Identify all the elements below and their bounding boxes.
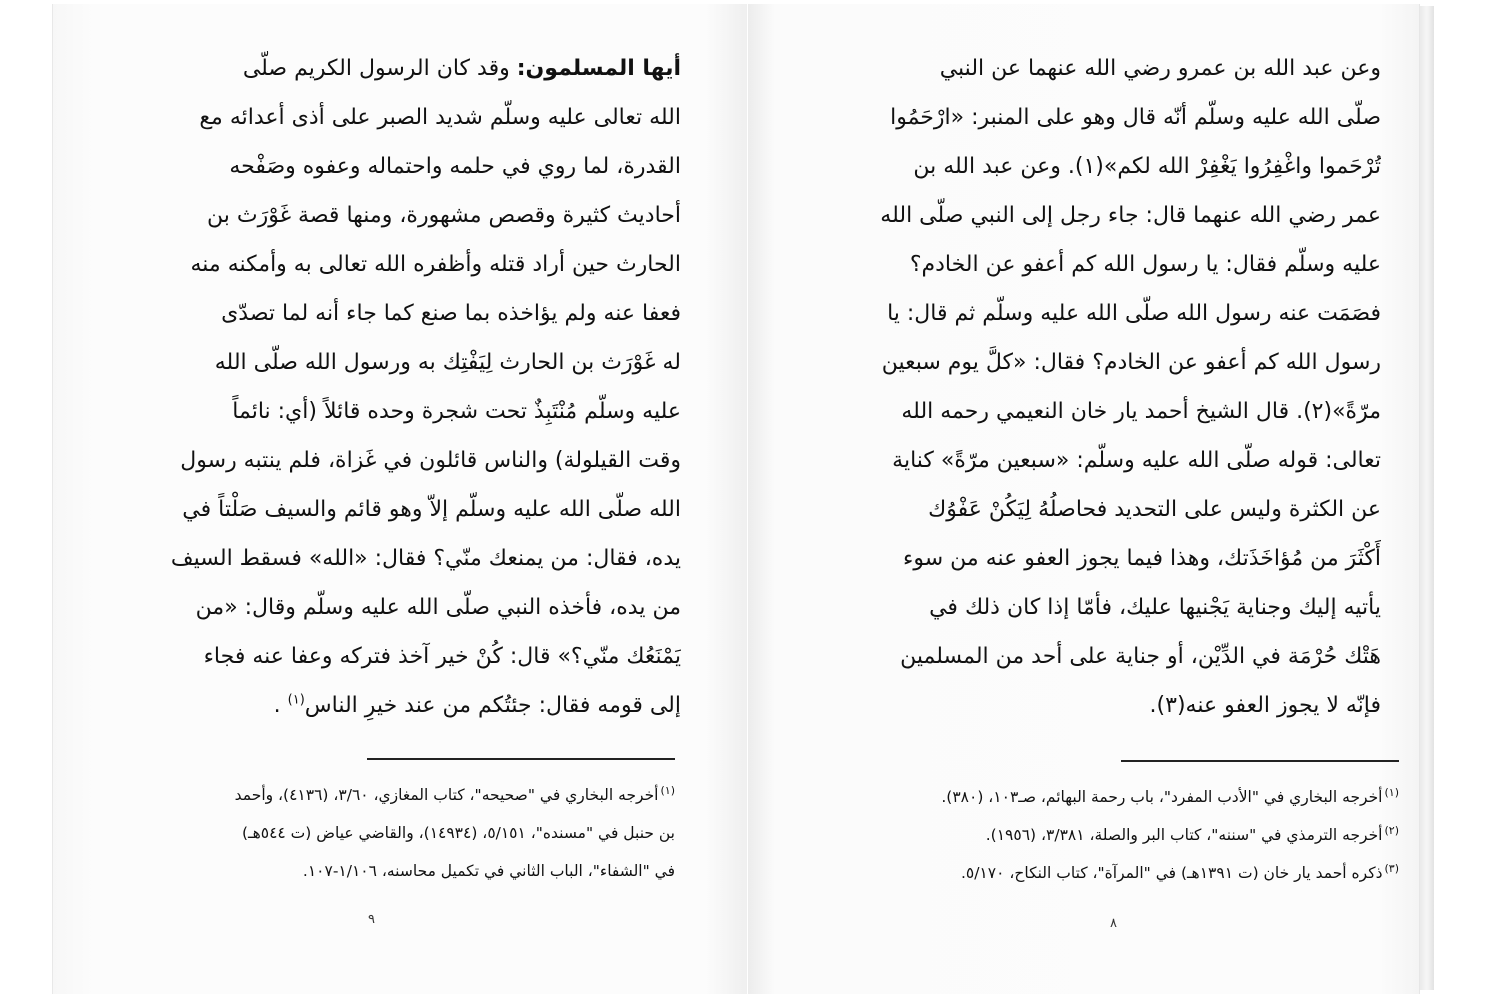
- right-footnote-3: $^{(٣)}$ذكره أحمد يار خان (ت ١٣٩١هـ) في "المرآة"، كتاب النكاح، ٥/١٧٠.: [960, 861, 1399, 882]
- right-line-7: رسول الله كم أعفو عن الخادم؟ فقال: «كلَّ يوم سبعين: [881, 350, 1381, 375]
- left-line-14: إلى قومه فقال: جئتُكم من عند خيرِ الناس$^{(١)}$ .: [273, 692, 681, 718]
- left-page: [52, 4, 747, 994]
- left-line-2: الله تعالى عليه وسلّم شديد الصبر على أذى أعدائه مع: [199, 105, 681, 130]
- left-line-13: يَمْنَعُك منّي؟» قال: كُنْ خير آخذ فتركه وعفا عنه فجاء: [203, 644, 681, 669]
- left-footnote-rule: [367, 758, 675, 760]
- left-line-12: من يده، فأخذه النبي صلّى الله عليه وسلّم وقال: «من: [195, 595, 681, 620]
- right-line-5: عليه وسلّم فقال: يا رسول الله كم أعفو عن الخادم؟: [909, 252, 1381, 277]
- left-line-8: عليه وسلّم مُنْتَبِذٌ تحت شجرة وحده قائلاً (أي: نائماً: [232, 399, 681, 424]
- right-body-text: [805, 44, 1381, 730]
- left-heading: أيها المسلمون:: [516, 56, 681, 81]
- right-footnote-rule: [1121, 760, 1399, 762]
- right-line-10: عن الكثرة وليس على التحديد فحاصلُهُ لِيَكُنْ عَفْوُك: [928, 497, 1381, 522]
- right-line-12: يأتيه إليك وجناية يَجْنيها عليك، فأمّا إذا كان ذلك في: [929, 595, 1381, 620]
- left-line-7: له غَوْرَث بن الحارث لِيَفْتِك به ورسول الله صلّى الله: [214, 350, 681, 375]
- right-page-number: ٨: [1110, 916, 1117, 931]
- right-line-8: مرّةً»(٢). قال الشيخ أحمد يار خان النعيمي رحمه الله: [901, 399, 1381, 424]
- left-body-text: [121, 44, 681, 730]
- footnote-ref: (١): [287, 692, 305, 708]
- right-footnote-1: $^{(١)}$أخرجه البخاري في "الأدب المفرد"، باب رحمة البهائم، صـ١٠٣، (٣٨٠).: [941, 785, 1399, 806]
- left-line-11: يده، فقال: من يمنعك منّي؟ فقال: «الله» فسقط السيف: [170, 546, 681, 571]
- right-line-13: هَتْك حُرْمَة في الدِّيْن، أو جناية على أحد من المسلمين: [900, 644, 1381, 669]
- right-line-1: وعن عبد الله بن عمرو رضي الله عنهما عن النبي: [939, 56, 1381, 81]
- right-footnote-2: $^{(٢)}$أخرجه الترمذي في "سننه"، كتاب البر والصلة، ٣/٣٨١، (١٩٥٦).: [985, 823, 1399, 844]
- left-footnote-1-cont2: في "الشفاء"، الباب الثاني في تكميل محاسنه، ١/١٠٦-١٠٧.: [302, 862, 675, 880]
- left-footnote-1-cont: بن حنبل في "مسنده"، ٥/١٥١، (١٤٩٣٤)، والقاضي عياض (ت ٥٤٤هـ): [241, 824, 675, 842]
- left-line-4: أحاديث كثيرة وقصص مشهورة، ومنها قصة غَوْرَث بن: [207, 203, 681, 228]
- left-footnotes: [95, 776, 675, 890]
- left-page-number: ٩: [368, 912, 375, 927]
- left-line-9: وقت القيلولة) والناس قائلون في غَزاة، فلم ينتبه رسول: [180, 448, 681, 473]
- right-line-4: عمر رضي الله عنهما قال: جاء رجل إلى النبي صلّى الله: [880, 203, 1381, 228]
- left-line-5: الحارث حين أراد قتله وأظفره الله تعالى به وأمكنه منه: [190, 252, 681, 277]
- right-line-11: أَكْثَرَ من مُؤاخَذَتك، وهذا فيما يجوز العفو عنه من سوء: [903, 546, 1381, 571]
- right-page: [748, 4, 1420, 994]
- right-line-2: صلّى الله عليه وسلّم أنّه قال وهو على المنبر: «ارْحَمُوا: [890, 105, 1381, 130]
- right-line-6: فصَمَت عنه رسول الله صلّى الله عليه وسلّم ثم قال: يا: [887, 301, 1381, 326]
- right-line-3: تُرْحَموا واغْفِرُوا يَغْفِرْ الله لكم»(١). وعن عبد الله بن: [913, 154, 1381, 179]
- right-line-14: فإنّه لا يجوز العفو عنه(٣).: [1149, 693, 1381, 718]
- left-line-3: القدرة، لما روي في حلمه واحتماله وعفوه وصَفْحه: [229, 154, 681, 179]
- left-line-1: أيها المسلمون: وقد كان الرسول الكريم صلّى: [242, 56, 681, 81]
- right-footnotes: [799, 778, 1399, 892]
- book-page-edge: [1420, 6, 1434, 990]
- left-line-10: الله صلّى الله عليه وسلّم إلاّ وهو قائم والسيف صَلْتاً في: [182, 497, 681, 522]
- right-line-9: تعالى: قوله صلّى الله عليه وسلّم: «سبعين مرّةً» كناية: [892, 448, 1381, 473]
- left-footnote-1: $^{(١)}$أخرجه البخاري في "صحيحه"، كتاب المغازي، ٣/٦٠، (٤١٣٦)، وأحمد: [234, 783, 675, 804]
- left-line-6: فعفا عنه ولم يؤاخذه بما صنع كما جاء أنه لما تصدّى: [221, 301, 681, 326]
